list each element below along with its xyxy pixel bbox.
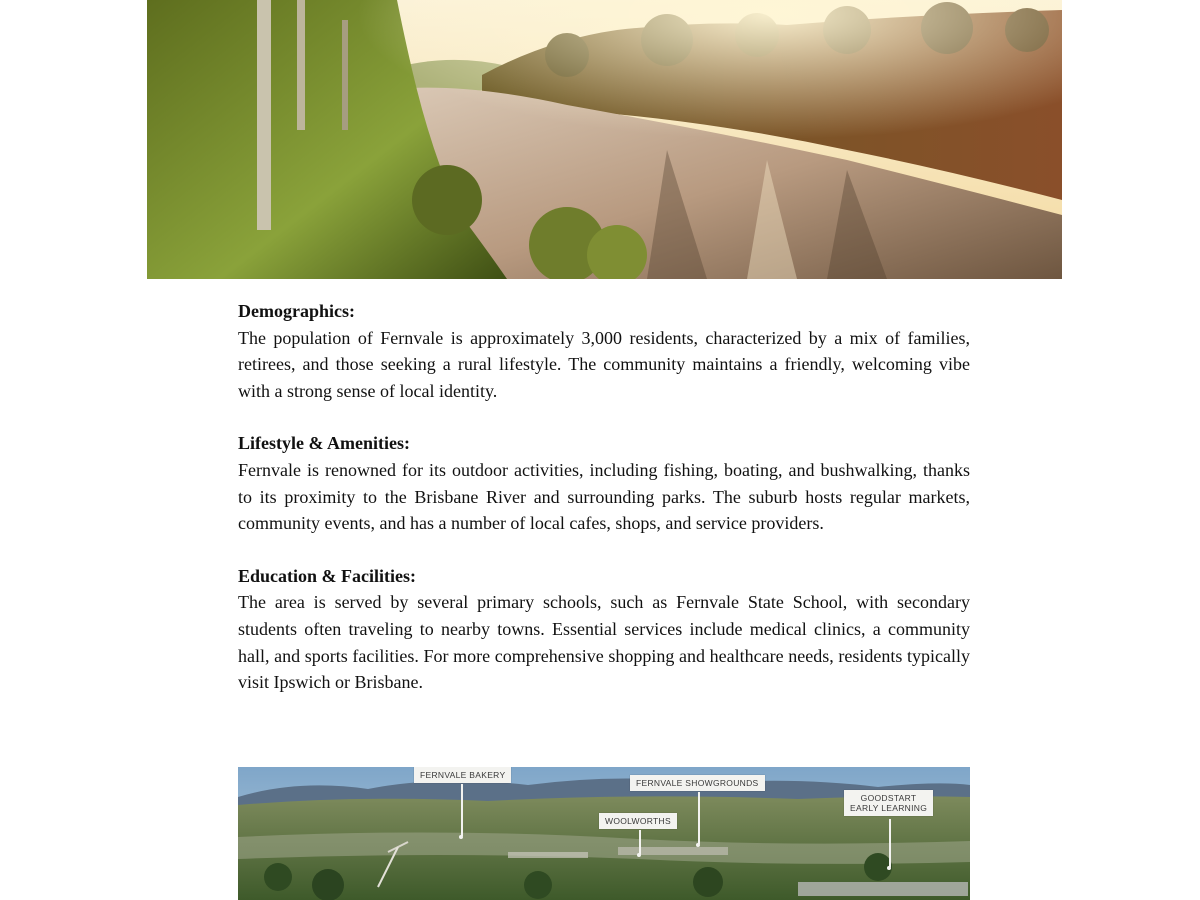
goodstart-marker [887, 866, 891, 870]
demographics-section [238, 298, 970, 404]
education-facilities-section [238, 563, 970, 696]
fernvale-bakery-pointer [461, 784, 463, 836]
section-heading: Education & Facilities: [238, 565, 416, 586]
river-photo-graphic [147, 0, 1062, 279]
goodstart-label-line1: GOODSTART [860, 793, 917, 803]
section-heading: Demographics: [238, 301, 355, 321]
woolworths-pointer [639, 830, 641, 854]
aerial-town-photo [238, 767, 970, 900]
fernvale-bakery-label: FERNVALE BAKERY [414, 767, 511, 783]
section-heading: Lifestyle & Amenities: [238, 433, 410, 454]
aerial-photo-graphic [238, 767, 970, 900]
lifestyle-amenities-section [238, 430, 970, 536]
fernvale-showgrounds-label: FERNVALE SHOWGROUNDS [630, 775, 765, 791]
section-body: Fernvale is renowned for its outdoor activities, including fishing, boating, and bushwalking, thanks to its proximity to the Brisbane River and surrounding parks. The suburb hosts regular markets, community events, and has a number of local cafes, shops, and service providers. [238, 459, 970, 534]
woolworths-label: WOOLWORTHS [599, 813, 677, 829]
goodstart-label-line2: EARLY LEARNING [850, 803, 928, 813]
fernvale-bakery-marker [459, 835, 463, 839]
section-body: The population of Fernvale is approximately 3,000 residents, characterized by a mix of families, retirees, and those seeking a rural lifestyle. The community maintains a friendly, welcoming vibe with a strong sense of local identity. [238, 327, 970, 401]
river-sunset-photo [147, 0, 1062, 279]
fernvale-showgrounds-marker [696, 843, 700, 847]
woolworths-marker [637, 853, 641, 857]
goodstart-pointer [889, 819, 891, 867]
fernvale-showgrounds-pointer [698, 792, 700, 844]
suburb-profile-text [238, 298, 970, 722]
goodstart-early-learning-label [844, 790, 933, 816]
section-body: The area is served by several primary schools, such as Fernvale State School, with secondary students often traveling to nearby towns. Essential services include medical clinics, a community hall, and sports facilities. For more comprehensive shopping and healthcare needs, residents typically visit Ipswich or Brisbane. [238, 592, 970, 693]
